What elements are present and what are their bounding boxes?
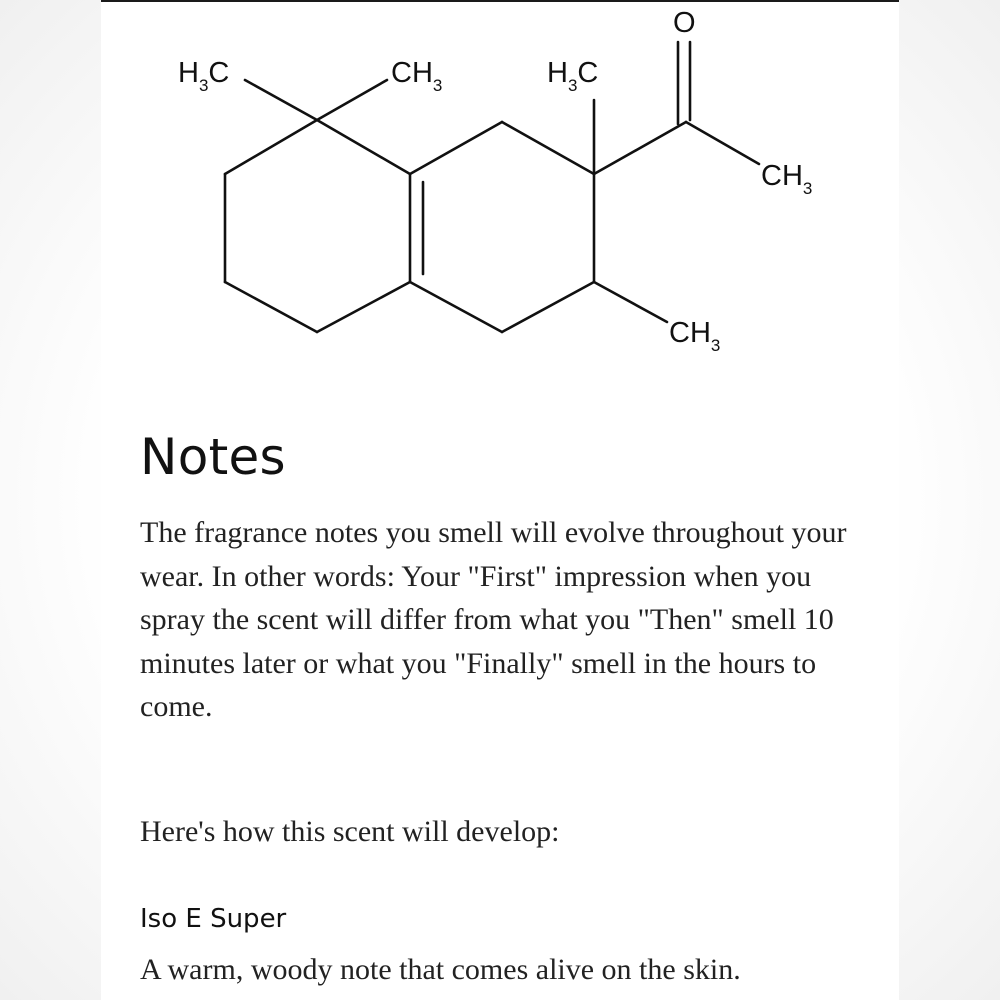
atom-label-ch3-top: $CH_3$ — [391, 57, 443, 95]
bond — [502, 282, 594, 332]
bond — [594, 122, 686, 174]
atom-label-h3c-mid: $H_3C$ — [547, 57, 599, 95]
scent-development-intro: Here's how this scent will develop: — [140, 815, 560, 848]
bond — [410, 122, 502, 174]
bond — [225, 120, 317, 174]
bond — [317, 282, 410, 332]
bond — [502, 122, 594, 174]
atom-labels — [178, 7, 812, 355]
bond — [594, 282, 667, 322]
iso-e-super-molecule-structure — [101, 2, 899, 382]
atom-label-oxygen: O — [673, 7, 696, 39]
bond — [245, 80, 317, 120]
bond — [317, 80, 387, 120]
molecule-bonds — [225, 42, 759, 332]
atom-label-ch3-right: $CH_3$ — [761, 160, 813, 198]
product-notes-card — [101, 0, 899, 1000]
note-name: Iso E Super — [140, 904, 287, 934]
notes-intro-paragraph: The fragrance notes you smell will evolve throughout your wear. In other words: Your "First" impression when you spray the scent will differ from what you "Then" smell 10 minutes later or what you "Finally" smell in the hours to come. — [140, 516, 847, 723]
bond — [686, 122, 759, 164]
note-description: A warm, woody note that comes alive on the skin. — [140, 953, 741, 986]
bond — [317, 120, 410, 174]
atom-label-ch3-bottom: $CH_3$ — [669, 317, 721, 355]
bond — [225, 282, 317, 332]
atom-label-h3c-left: $H_3C$ — [178, 57, 230, 95]
notes-heading: Notes — [140, 428, 286, 486]
bond — [410, 282, 502, 332]
